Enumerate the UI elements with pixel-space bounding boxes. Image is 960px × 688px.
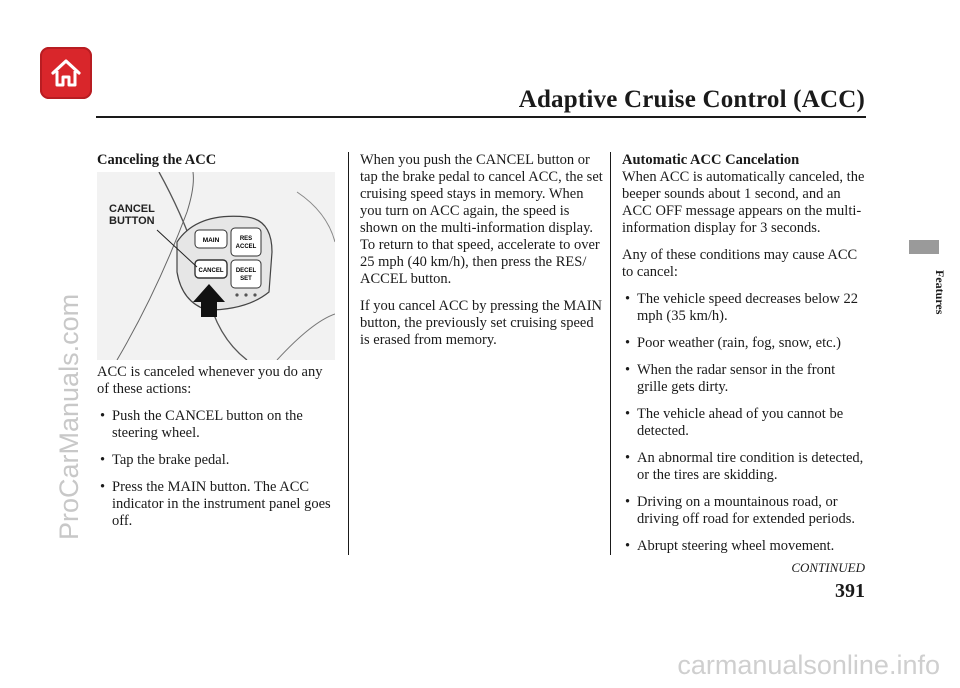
home-button[interactable] xyxy=(40,47,92,99)
steering-wheel-illustration xyxy=(97,172,335,360)
watermark-vertical: ProCarManuals.com xyxy=(54,293,84,540)
cancel-actions-list xyxy=(97,408,337,530)
cancel-button-callout-line1: CANCEL xyxy=(109,203,155,215)
column-divider xyxy=(348,152,349,555)
continued-label: CONTINUED xyxy=(791,560,865,575)
decel-button-label: DECEL xyxy=(235,268,257,274)
column-1-body xyxy=(97,364,337,540)
section-heading: Automatic ACC Cancelation xyxy=(622,152,800,168)
cancel-button-label: CANCEL xyxy=(198,268,224,274)
res-button-label: RES xyxy=(239,236,253,242)
section-heading: Canceling the ACC xyxy=(97,152,217,168)
list-item: • Driving on a mountainous road, or driving off road for extended periods. xyxy=(622,494,867,528)
list-item: • The vehicle ahead of you cannot be detected. xyxy=(622,406,867,440)
auto-cancel-conditions-list xyxy=(622,291,867,555)
steering-wheel-figure xyxy=(97,172,335,360)
page-number: 391 xyxy=(835,580,865,602)
watermark-bottom: carmanualsonline.info xyxy=(677,650,940,680)
paragraph: When you push the CANCEL button or tap the brake pedal to cancel ACC, the set cruising speed stays in memory. When you turn on ACC again, the speed is shown on the multi-information display. To return to that speed, accelerate to over 25 mph (40 km/h), then press the RES/ ACCEL button. xyxy=(360,152,603,287)
page-title: Adaptive Cruise Control (ACC) xyxy=(518,86,865,113)
section-label: Features xyxy=(933,270,947,315)
list-item: • Poor weather (rain, fog, snow, etc.) xyxy=(622,335,867,352)
paragraph: If you cancel ACC by pressing the MAIN button, the previously set cruising speed is erased from memory. xyxy=(360,298,603,348)
column-2 xyxy=(360,152,605,359)
list-item: • Abrupt steering wheel movement. xyxy=(622,538,867,555)
list-item: • Press the MAIN button. The ACC indicator in the instrument panel goes off. xyxy=(97,479,337,530)
header-rule xyxy=(96,116,866,118)
accel-button-label: ACCEL xyxy=(235,244,257,250)
section-tab[interactable] xyxy=(909,240,939,254)
list-item: • Tap the brake pedal. xyxy=(97,452,337,469)
list-item: • The vehicle speed decreases below 22 mph (35 km/h). xyxy=(622,291,867,325)
column-1 xyxy=(97,152,337,169)
column-divider xyxy=(610,152,611,555)
paragraph: Any of these conditions may cause ACC to cancel: xyxy=(622,247,858,280)
paragraph: ACC is canceled whenever you do any of these actions: xyxy=(97,364,323,397)
list-item: • Push the CANCEL button on the steering wheel. xyxy=(97,408,337,442)
set-button-label: SET xyxy=(240,276,252,282)
cancel-button-callout-line2: BUTTON xyxy=(109,215,155,227)
paragraph: When ACC is automatically canceled, the beeper sounds about 1 second, and an ACC OFF message appears on the multi-information display for 3 seconds. xyxy=(622,169,865,236)
list-item: • An abnormal tire condition is detected, or the tires are skidding. xyxy=(622,450,867,484)
main-button-label: MAIN xyxy=(202,237,220,244)
column-3 xyxy=(622,152,867,565)
list-item: • When the radar sensor in the front grille gets dirty. xyxy=(622,362,867,396)
home-icon xyxy=(49,58,83,88)
